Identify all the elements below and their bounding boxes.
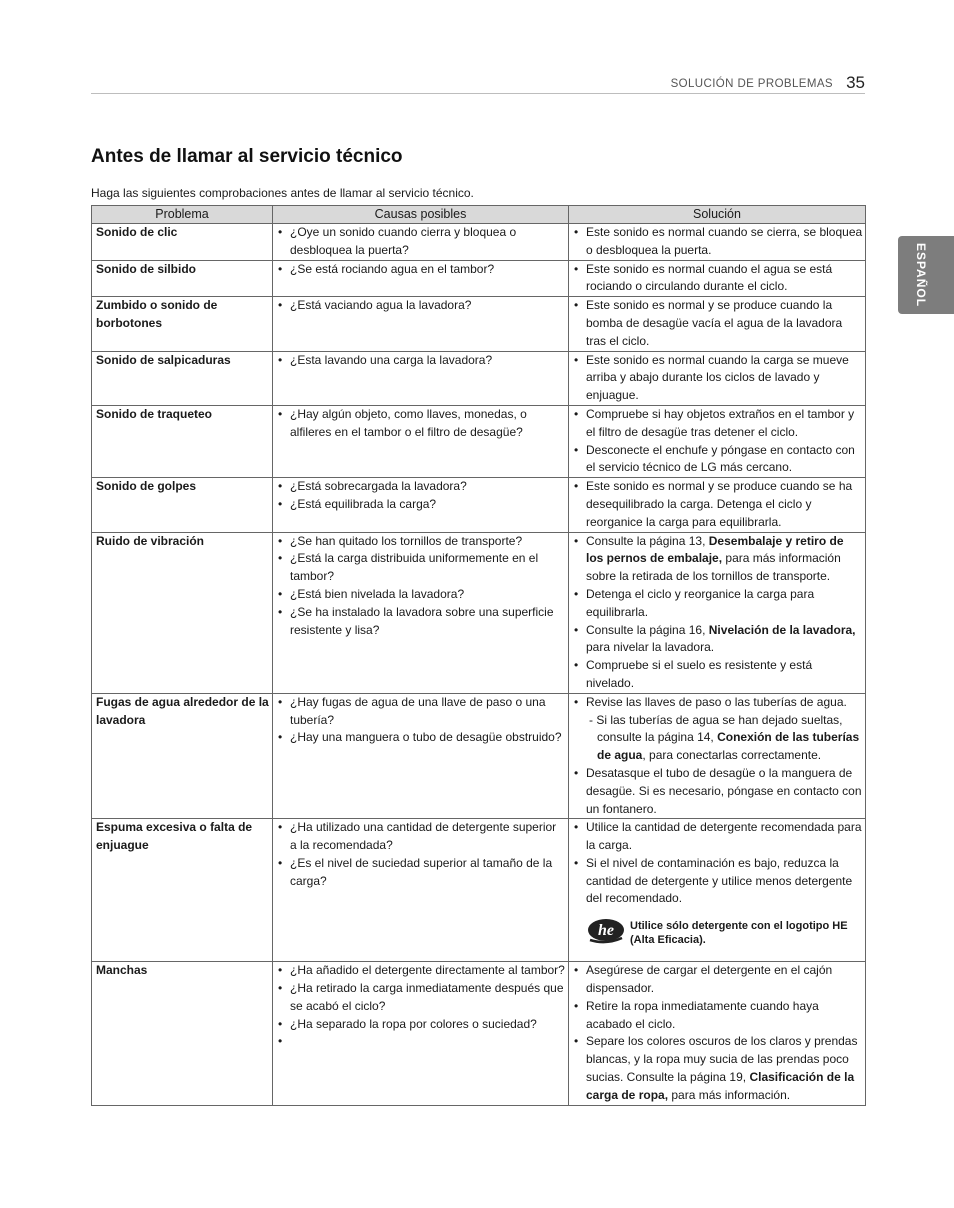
- cause-item: • ¿Hay fugas de agua de una llave de paso o una tubería?: [277, 694, 566, 730]
- solution-text: para nivelar la lavadora.: [586, 640, 715, 655]
- solution-subitem: [573, 712, 863, 765]
- problem-cell: Manchas: [92, 962, 273, 1105]
- causes-cell: [273, 478, 569, 532]
- table-row: [92, 693, 866, 819]
- page-reference: Desembalaje y retiro de los pernos de embalaje,: [586, 533, 844, 566]
- solution-text: Consulte la página 13,: [586, 533, 709, 548]
- causes-cell: [273, 819, 569, 962]
- cause-item: • ¿Esta lavando una carga la lavadora?: [277, 352, 566, 370]
- he-logo-text: he: [598, 922, 614, 940]
- cause-item: • ¿Se está rociando agua en el tambor?: [277, 261, 566, 279]
- solution-text: Separe los colores oscuros de los claros y prendas blancas, y la ropa muy sucia de las prendas poco sucias. Consulte la página 19,: [586, 1034, 858, 1085]
- language-tab-label: ESPAÑOL: [914, 242, 928, 308]
- he-logo-icon: [586, 918, 626, 944]
- table-row: [92, 260, 866, 297]
- solution-item: • Este sonido es normal cuando se cierra, se bloquea o desbloquea la puerta.: [573, 224, 863, 260]
- cause-item: • ¿Hay algún objeto, como llaves, monedas, o alfileres en el tambor o el filtro de desagüe?: [277, 406, 566, 442]
- cause-item: • ¿Ha utilizado una cantidad de detergente superior a la recomendada?: [277, 819, 566, 855]
- solution-item: • Compruebe si hay objetos extraños en el tambor y el filtro de desagüe tras detener el ciclo.: [573, 406, 863, 442]
- cause-item: • ¿Ha separado la ropa por colores o suciedad?: [277, 1016, 566, 1034]
- solution-item: • Compruebe si el suelo es resistente y está nivelado.: [573, 657, 863, 693]
- language-tab: [898, 236, 954, 314]
- solution-item: • Revise las llaves de paso o las tuberías de agua.: [573, 694, 863, 712]
- solution-cell: [569, 351, 866, 405]
- problem-cell: Ruido de vibración: [92, 532, 273, 693]
- he-note-text: Utilice sólo detergente con el logotipo HE (Alta Eficacia).: [630, 920, 848, 947]
- solution-cell: [569, 693, 866, 819]
- solution-item: • Desconecte el enchufe y póngase en contacto con el servicio técnico de LG más cercano.: [573, 442, 863, 478]
- page-reference: Nivelación de la lavadora,: [708, 622, 856, 637]
- table-header-row: [92, 206, 866, 224]
- causes-cell: [273, 405, 569, 477]
- table-row: [92, 962, 866, 1105]
- solution-cell: [569, 532, 866, 693]
- table-row: [92, 224, 866, 261]
- solution-text: , para conectarlas correctamente.: [642, 748, 822, 763]
- causes-cell: [273, 693, 569, 819]
- table-row: [92, 478, 866, 532]
- table-row: [92, 405, 866, 477]
- page-reference: Clasificación de la carga de ropa,: [586, 1070, 855, 1102]
- page-title: Antes de llamar al servicio técnico: [91, 146, 403, 167]
- page-number: 35: [846, 73, 865, 92]
- causes-cell: [273, 532, 569, 693]
- problem-cell: Sonido de salpicaduras: [92, 351, 273, 405]
- solution-item: • Retire la ropa inmediatamente cuando haya acabado el ciclo.: [573, 998, 863, 1034]
- solution-item: • Desatasque el tubo de desagüe o la manguera de desagüe. Si es necesario, póngase en contacto con un fontanero.: [573, 765, 863, 818]
- solution-cell: [569, 405, 866, 477]
- problem-cell: Sonido de silbido: [92, 260, 273, 297]
- causes-cell: [273, 260, 569, 297]
- solution-item: • Este sonido es normal cuando la carga se mueve arriba y abajo durante los ciclos de lavado y enjuague.: [573, 352, 863, 405]
- cause-item: • ¿Se ha instalado la lavadora sobre una superficie resistente y lisa?: [277, 604, 566, 640]
- solution-item: [573, 1033, 863, 1104]
- solution-cell: [569, 819, 866, 962]
- solution-cell: [569, 260, 866, 297]
- problem-cell: Espuma excesiva o falta de enjuague: [92, 819, 273, 962]
- solution-cell: [569, 478, 866, 532]
- solution-text: - Si las tuberías de agua se han dejado sueltas, consulte la página 14,: [589, 712, 843, 745]
- solution-item: • Este sonido es normal y se produce cuando la bomba de desagüe vacía el agua de la lavadora tras el ciclo.: [573, 297, 863, 350]
- solution-item: • Este sonido es normal cuando el agua se está rociando o circulando durante el ciclo.: [573, 261, 863, 297]
- cause-item: • ¿Está vaciando agua la lavadora?: [277, 297, 566, 315]
- cause-item: • ¿Es el nivel de suciedad superior al tamaño de la carga?: [277, 855, 566, 891]
- causes-cell: [273, 962, 569, 1105]
- he-detergent-note: [586, 918, 863, 947]
- solution-text: para más información.: [668, 1087, 791, 1102]
- cause-item: • ¿Ha retirado la carga inmediatamente después que se acabó el ciclo?: [277, 980, 566, 1016]
- problem-cell: Fugas de agua alrededor de la lavadora: [92, 693, 273, 819]
- column-header-problem: Problema: [92, 206, 273, 224]
- column-header-solution: Solución: [569, 206, 866, 224]
- solution-cell: [569, 224, 866, 261]
- cause-item: • ¿Está equilibrada la carga?: [277, 496, 566, 514]
- table-row: [92, 532, 866, 693]
- page-header: [91, 72, 865, 94]
- column-header-causes: Causas posibles: [273, 206, 569, 224]
- solution-cell: [569, 297, 866, 351]
- causes-cell: [273, 351, 569, 405]
- solution-item: • Detenga el ciclo y reorganice la carga para equilibrarla.: [573, 586, 863, 622]
- solution-item: [573, 533, 863, 586]
- problem-cell: Sonido de golpes: [92, 478, 273, 532]
- section-title: SOLUCIÓN DE PROBLEMAS: [670, 78, 833, 90]
- problem-cell: Zumbido o sonido de borbotones: [92, 297, 273, 351]
- cause-item: • ¿Hay una manguera o tubo de desagüe obstruido?: [277, 729, 566, 747]
- solution-item: • Si el nivel de contaminación es bajo, reduzca la cantidad de detergente y utilice menos detergente del recomendado.: [573, 855, 863, 908]
- solution-text: Consulte la página 16,: [586, 622, 709, 637]
- cause-item: • ¿Ha añadido el detergente directamente al tambor?: [277, 962, 566, 980]
- cause-item: • ¿Se han quitado los tornillos de transporte?: [277, 533, 566, 551]
- solution-text: para más información sobre la retirada de los tornillos de transporte.: [586, 551, 841, 584]
- solution-item: • Utilice la cantidad de detergente recomendada para la carga.: [573, 819, 863, 855]
- solution-item: • Este sonido es normal y se produce cuando se ha desequilibrado la carga. Detenga el ciclo y reorganice la carga para equilibrarla.: [573, 478, 863, 531]
- causes-cell: [273, 224, 569, 261]
- table-row: [92, 297, 866, 351]
- problem-cell: Sonido de traqueteo: [92, 405, 273, 477]
- troubleshooting-table: [91, 205, 866, 1106]
- solution-item: [573, 622, 863, 658]
- intro-text: Haga las siguientes comprobaciones antes de llamar al servicio técnico.: [91, 186, 474, 200]
- cause-item: • ¿Oye un sonido cuando cierra y bloquea o desbloquea la puerta?: [277, 224, 566, 260]
- cause-item: • ¿Está sobrecargada la lavadora?: [277, 478, 566, 496]
- cause-item: • ¿Está bien nivelada la lavadora?: [277, 586, 566, 604]
- problem-cell: Sonido de clic: [92, 224, 273, 261]
- solution-item: • Asegúrese de cargar el detergente en el cajón dispensador.: [573, 962, 863, 998]
- cause-item: • ¿Está la carga distribuida uniformemente en el tambor?: [277, 550, 566, 586]
- table-row: [92, 351, 866, 405]
- table-row: [92, 819, 866, 962]
- solution-cell: [569, 962, 866, 1105]
- causes-cell: [273, 297, 569, 351]
- page-reference: Conexión de las tuberías de agua: [597, 730, 860, 763]
